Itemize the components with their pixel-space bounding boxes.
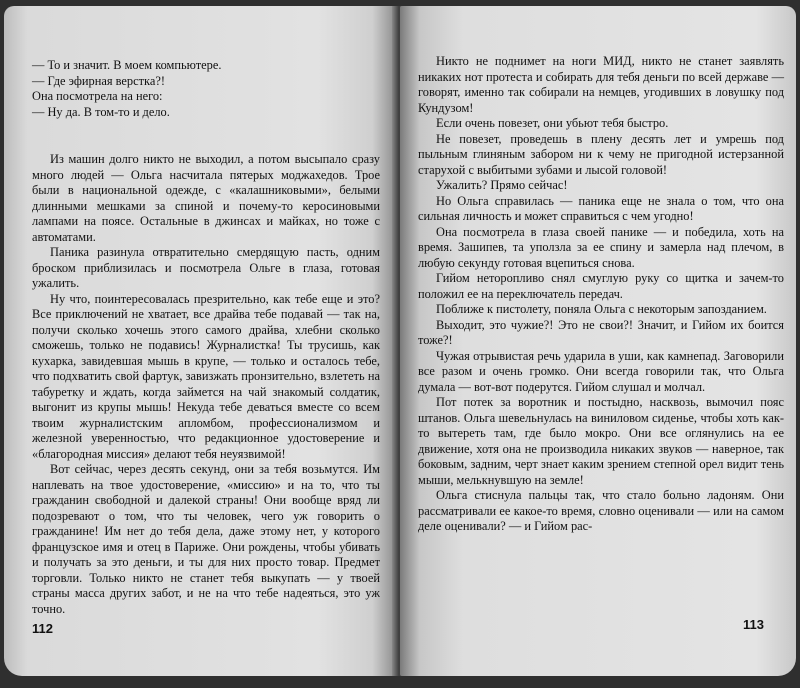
dialogue-line: — То и значит. В моем компьютере. — [32, 58, 222, 72]
paragraph: Паника разинула отвратительно смердящую пасть, одним броском приблизилась и посмотрела Ольге в глаза, готовая ужалить. — [32, 245, 380, 290]
paragraph: Не повезет, проведешь в плену десять лет и умрешь под пыльным глиняным забором ни к чему не пригодной истерзанной старухой с выбитыми зубами и лысой головой! — [418, 131, 784, 177]
paragraph: Пот потек за воротник и постыдно, насквозь, вымочил пояс штанов. Ольга шевельнулась на виниловом сиденье, чтобы хоть как-то вытереть там, где было мокро. Они все оглянулись на ее движение, хотя она не производила никаких звуков — наверное, так боковым, задним, черт знает каким зрением степной орел видит тень мыши, мелькнувшую на земле! — [418, 395, 784, 487]
paragraph: Она посмотрела в глаза своей панике — и победила, хоть на время. Зашипев, та уползла за ее спину и замерла над плечом, в любую секунду готовая вцепиться снова. — [418, 224, 784, 270]
paragraph: Выходит, это чужие?! Это не свои?! Значит, и Гийом их боится тоже?! — [418, 317, 784, 347]
page-number: 113 — [743, 617, 764, 632]
right-page — [400, 6, 796, 676]
paragraph: Ольга стиснула пальцы так, что стало больно ладоням. Они рассматривали ее какое-то время, словно оценивали — или на самом деле оценивали? — и Гийом рас- — [418, 488, 784, 533]
section-break — [32, 120, 380, 152]
dialogue-line: Она посмотрела на него: — [32, 89, 163, 103]
page-number: 112 — [32, 621, 53, 636]
dialogue-line: — Где эфирная верстка?! — [32, 73, 165, 88]
dialogue-line: — Ну да. В том-то и дело. — [32, 104, 170, 119]
paragraph: Из машин долго никто не выходил, а потом высыпало сразу много людей — Ольга насчитала пятерых моджахедов. Трое были в национальной одежде, с «калашниковыми», белыми длинными мешками за спиной и почему-то керосиновыми лампами на поясе. Остальные в джинсах и майках, но тоже с автоматами. — [32, 152, 380, 244]
paragraph: Поближе к пистолету, поняла Ольга с некоторым запозданием. — [436, 302, 767, 316]
paragraph: Никто не поднимет на ноги МИД, никто не станет заявлять никаких нот протеста и собирать для тебя деньги по всей державе — говорят, именно так собирали на немцев, угодивших в ловушку под Кундузом! — [418, 54, 784, 115]
paragraph: Вот сейчас, через десять секунд, они за тебя возьмутся. Им наплевать на твое удостоверение, «миссию» и на то, что ты гражданин свободной и далекой страны! Они вообще вряд ли подозревают о том, что ты человек, чего уж говорить о гражданине! Им нет до тебя дела, даже этому нет, у которого французское имя и отец в Париже. Они рождены, чтобы убивать и получать за это деньги, и ты для них просто товар. Предмет торговли. Только никто не станет тебя выкупать — у твоей страны масса других забот, и не на что тебе надеяться, это уж точно. — [32, 462, 380, 616]
paragraph: Гийом неторопливо снял смуглую руку со щитка и зачем-то положил ее на переключатель передач. — [418, 271, 784, 301]
left-page — [4, 6, 396, 676]
paragraph: Но Ольга справилась — паника еще не знала о том, что она сильная личность и может справиться с чем угодно! — [418, 193, 784, 223]
paragraph: Ужалить? Прямо сейчас! — [436, 178, 568, 192]
paragraph: Ну что, поинтересовалась презрительно, как тебе еще и это? Все приключений не хватает, все драйва тебе подавай — так на, получи сколько хочешь этого самого драйва, хлебни сколько сможешь, только не подавись! Журналистка! Ты трусишь, как кухарка, завидевшая мышь в крупе, — только и осталось тебе, что подхватить свой фартук, завизжать пронзительно, взлететь на табуретку и ждать, когда займется на чай знакомый солдатик, выгонит из крупы мышь! Некуда тебе деваться вместе со всем твоим журналистским апломбом, профессионализмом и железной уверенностью, что редакционное удостоверение и «благородная миссия» делают тебя неуязвимой! — [32, 291, 380, 461]
paragraph: Чужая отрывистая речь ударила в уши, как камнепад. Заговорили все разом и очень громко. Они всегда говорили так, что Ольга думала — вот-вот подерутся. Гийом слушал и молчал. — [418, 348, 784, 394]
paragraph: Если очень повезет, они убьют тебя быстро. — [436, 116, 669, 130]
